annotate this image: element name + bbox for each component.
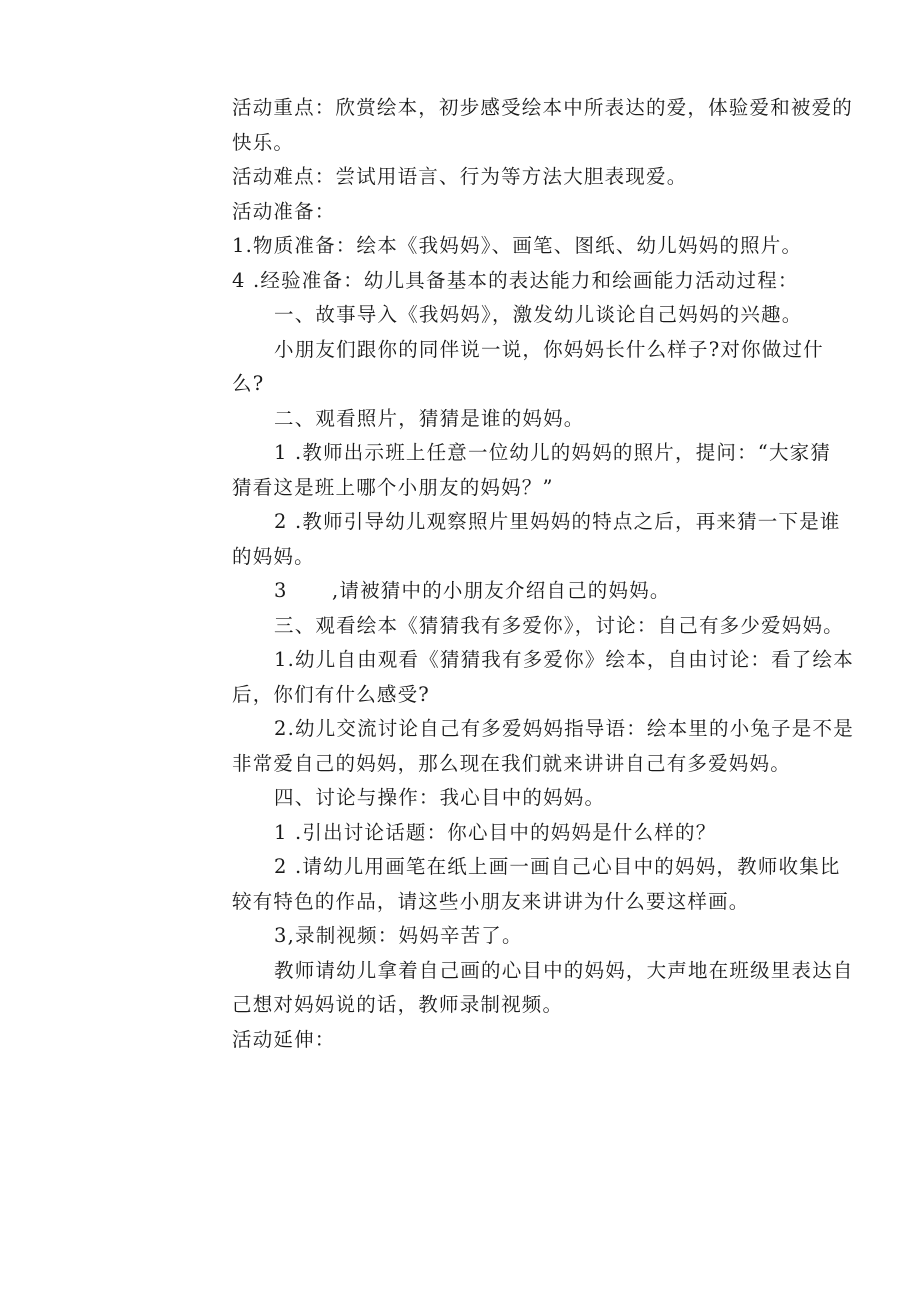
paragraph-line: 己想对妈妈说的话，教师录制视频。 <box>232 993 564 1016</box>
paragraph-line: 二、观看照片，猜猜是谁的妈妈。 <box>274 406 585 430</box>
paragraph-line: 小朋友们跟你的同伴说一说，你妈妈长什么样子?对你做过什 <box>274 337 824 361</box>
paragraph-line: 快乐。 <box>232 130 295 154</box>
paragraph-line: 4 .经验准备：幼儿具备基本的表达能力和绘画能力活动过程： <box>232 268 799 292</box>
paragraph-line: 1.物质准备：绘本《我妈妈》、画笔、图纸、幼儿妈妈的照片。 <box>232 234 803 257</box>
document-body <box>232 91 854 1057</box>
paragraph-line: 较有特色的作品，请这些小朋友来讲讲为什么要这样画。 <box>232 889 750 913</box>
paragraph-line: 2 .教师引导幼儿观察照片里妈妈的特点之后，再来猜一下是谁 <box>274 510 841 533</box>
paragraph-line: 活动重点：欣赏绘本，初步感受绘本中所表达的爱，体验爱和被爱的 <box>232 96 854 119</box>
paragraph-line: 猜看这是班上哪个小朋友的妈妈？” <box>232 475 554 499</box>
paragraph-line: 2 .请幼儿用画笔在纸上画一画自己心目中的妈妈，教师收集比 <box>274 855 841 878</box>
paragraph-line: 3,录制视频：妈妈辛苦了。 <box>274 924 523 947</box>
paragraph-line: 后，你们有什么感受? <box>232 682 430 706</box>
paragraph-line: 1.幼儿自由观看《猜猜我有多爱你》绘本，自由讨论：看了绘本 <box>274 648 854 671</box>
paragraph-line: 的妈妈。 <box>232 544 315 568</box>
paragraph-line: 非常爱自己的妈妈，那么现在我们就来讲讲自己有多爱妈妈。 <box>232 751 791 775</box>
paragraph-line: 1 .教师出示班上任意一位幼儿的妈妈的照片，提问：“大家猜 <box>274 441 832 464</box>
paragraph-line: 三、观看绘本《猜猜我有多爱你》，讨论：自己有多少爱妈妈。 <box>274 613 844 637</box>
paragraph-line: 活动难点：尝试用语言、行为等方法大胆表现爱。 <box>232 165 688 188</box>
paragraph-line: 2.幼儿交流讨论自己有多爱妈妈指导语：绘本里的小兔子是不是 <box>274 717 854 740</box>
paragraph-line: 教师请幼儿拿着自己画的心目中的妈妈，大声地在班级里表达自 <box>274 958 854 982</box>
paragraph-line: 1 .引出讨论话题：你心目中的妈妈是什么样的？ <box>274 820 717 844</box>
paragraph-line: 活动准备： <box>232 199 336 223</box>
paragraph-line: 四、讨论与操作：我心目中的妈妈。 <box>274 786 606 809</box>
paragraph-line: 么? <box>232 372 265 395</box>
paragraph-line: 一、故事导入《我妈妈》，激发幼儿谈论自己妈妈的兴趣。 <box>274 303 803 326</box>
paragraph-line: 活动延伸： <box>232 1027 336 1051</box>
paragraph-line: 3 ,请被猜中的小朋友介绍自己的妈妈。 <box>274 579 671 602</box>
